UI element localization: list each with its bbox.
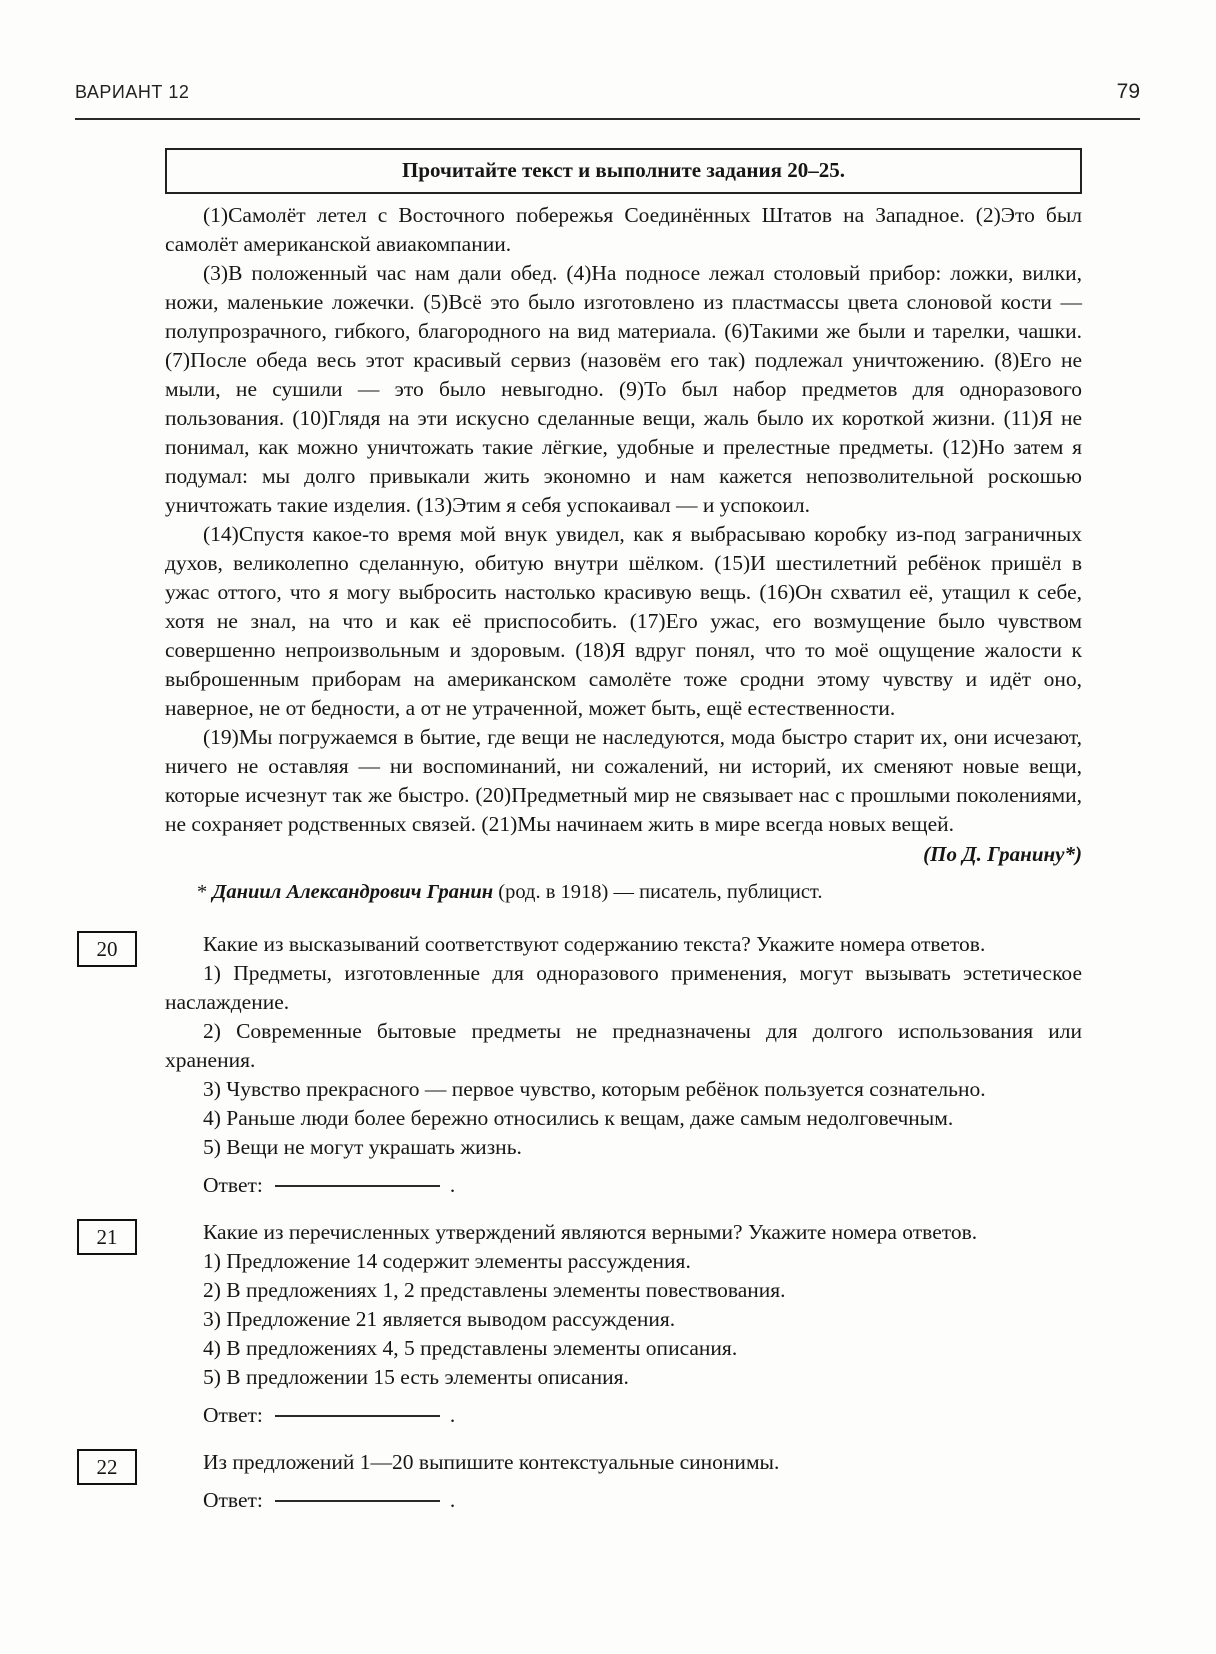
answer-suffix: . [449,1403,456,1427]
task-option: 3) Чувство прекрасного — первое чувство, которым ребёнок пользуется сознательно. [203,1077,986,1101]
answer-label: Ответ: [203,1173,263,1197]
footnote-description: (род. в 1918) — писатель, публицист. [493,881,823,903]
text-paragraph: (14)Спустя какое-то время мой внук увидел, как я выбрасываю коробку из-под заграничных духов, великолепно сделанную, обитую внутри шёлком. (15)И шестилетний ребёнок пришёл в ужас оттого, что я могу выбросить настолько красивую вещь. (16)Он схватил её, утащил к себе, хотя не знал, на что и как её приспособить. (17)Его ужас, его возмущение было чувством совершенно непроизвольным и здоровым. (18)Я вдруг понял, что то моё ощущение жалости к выброшенным приборам на американском самолёте тоже сродни этому чувству и идёт оно, наверное, не от бедности, а от не утраченной, может быть, ещё естественности. [165,522,1082,720]
task-number: 20 [96,936,118,961]
content-column [96,148,1082,1533]
tasks-section [96,930,1082,1515]
task-option: 2) Современные бытовые предметы не предназначены для долгого использования или хранения. [165,1019,1082,1072]
reading-text [165,201,1082,839]
attribution: (По Д. Гранину*) [923,842,1082,866]
answer-label: Ответ: [203,1403,263,1427]
task-option: 5) В предложении 15 есть элементы описания. [203,1365,629,1389]
answer-row [165,1486,1082,1515]
footnote-author-name: Даниил Александрович Гранин [212,881,494,903]
task-number: 21 [96,1224,118,1249]
text-paragraph: (3)В положенный час нам дали обед. (4)На подносе лежал столовый прибор: ложки, вилки, ножи, маленькие ложечки. (5)Всё это было изготовлено из пластмассы цвета слоновой кости — полупрозрачного, гибкого, благородного на вид материала. (6)Такими же были и тарелки, чашки. (7)После обеда весь этот красивый сервиз (назовём его так) подлежал уничтожению. (8)Его не мыли, не сушили — это было невыгодно. (9)То был набор предметов для одноразового пользования. (10)Глядя на эти искусно сделанные вещи, жаль было их короткой жизни. (11)Я не понимал, как можно уничтожать такие лёгкие, удобные и прелестные предметы. (12)Но затем я подумал: мы долго привыкали жить экономно и нам кажется непозволительной роскошью уничтожать такие изделия. (13)Этим я себя успокаивал — и успокоил. [165,261,1082,517]
footnote-star: * [197,881,213,903]
task-option: 3) Предложение 21 является выводом рассуждения. [203,1307,676,1331]
task-question: Какие из перечисленных утверждений являются верными? Укажите номера ответов. [203,1220,978,1244]
answer-row [165,1401,1082,1430]
task-block [96,1448,1082,1515]
answer-blank-line [275,1185,440,1187]
answer-suffix: . [449,1173,456,1197]
task-option: 1) Предметы, изготовленные для одноразового применения, могут вызывать эстетическое наслаждение. [165,961,1082,1014]
task-options [165,1247,1082,1392]
instruction-text: Прочитайте текст и выполните задания 20–25. [402,158,845,182]
variant-label: ВАРИАНТ 12 [75,82,190,102]
task-option: 5) Вещи не могут украшать жизнь. [203,1135,522,1159]
task-option: 4) В предложениях 4, 5 представлены элементы описания. [203,1336,738,1360]
instruction-box [165,148,1082,194]
task-number-box [77,931,137,967]
task-options [165,959,1082,1162]
footnote [165,878,1082,906]
answer-row [165,1171,1082,1200]
task-number-box [77,1219,137,1255]
task-option: 4) Раньше люди более бережно относились к вещам, даже самым недолговечным. [203,1106,954,1130]
answer-label: Ответ: [203,1488,263,1512]
running-head [75,80,1140,104]
task-question: Какие из высказываний соответствуют содержанию текста? Укажите номера ответов. [203,932,986,956]
task-question: Из предложений 1—20 выпишите контекстуальные синонимы. [203,1450,780,1474]
task-option: 1) Предложение 14 содержит элементы рассуждения. [203,1249,691,1273]
text-paragraph: (1)Самолёт летел с Восточного побережья Соединённых Штатов на Западное. (2)Это был самолёт американской авиакомпании. [165,203,1082,256]
answer-blank-line [275,1415,440,1417]
answer-suffix: . [449,1488,456,1512]
task-number-box [77,1449,137,1485]
task-block [96,930,1082,1200]
header-rule [75,118,1140,120]
text-paragraph: (19)Мы погружаемся в бытие, где вещи не наследуются, мода быстро старит их, они исчезают, ничего не оставляя — ни воспоминаний, ни сожалений, ни историй, их сменяют новые вещи, которые исчезнут так же быстро. (20)Предметный мир не связывает нас с прошлыми поколениями, не сохраняет родственных связей. (21)Мы начинаем жить в мире всегда новых вещей. [165,725,1082,836]
task-block [96,1218,1082,1430]
answer-blank-line [275,1500,440,1502]
page-number: 79 [1116,80,1140,103]
task-option: 2) В предложениях 1, 2 представлены элементы повествования. [203,1278,786,1302]
task-number: 22 [96,1454,118,1479]
